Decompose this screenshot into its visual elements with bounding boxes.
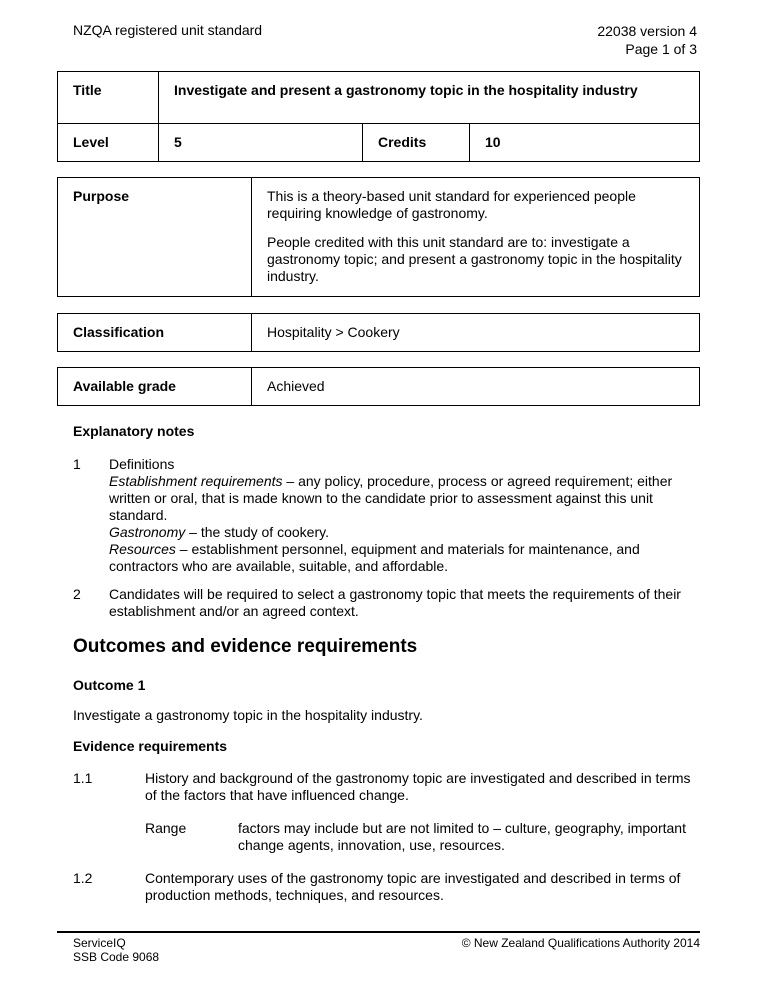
- header-version-page: [597, 22, 697, 58]
- range-label: Range: [145, 820, 187, 836]
- level-label: Level: [58, 124, 159, 162]
- footer-organisation: ServiceIQ: [73, 936, 126, 950]
- outcome-1-label: Outcome 1: [73, 677, 146, 693]
- evidence-text-1-1: History and background of the gastronomy topic are investigated and described in terms of the factors that have influenced change.: [145, 770, 691, 803]
- purpose-para-2: People credited with this unit standard are to: investigate a gastronomy topic; and present a gastronomy topic in the hospitality industry.: [267, 234, 682, 284]
- definition-1-text: – any policy, procedure, process or agreed requirement; either written or oral, that is made known to the candidate prior to assessment against this unit standard.: [109, 473, 673, 523]
- purpose-value: [252, 178, 700, 297]
- note-number-2: 2: [73, 586, 81, 602]
- evidence-number-1-2: 1.2: [73, 870, 93, 886]
- grade-table: [57, 367, 700, 406]
- range-text: factors may include but are not limited to – culture, geography, important change agents, innovation, use, resources.: [238, 820, 686, 853]
- note-number-1: 1: [73, 456, 81, 472]
- evidence-number-1-1: 1.1: [73, 770, 93, 786]
- definition-3: [109, 541, 709, 575]
- credits-label: Credits: [363, 124, 470, 162]
- title-label: Title: [58, 72, 159, 124]
- header-version: 22038 version 4: [597, 23, 697, 39]
- credits-value: 10: [470, 124, 700, 162]
- title-table: [57, 71, 700, 162]
- footer-divider: [57, 931, 700, 933]
- grade-label: Available grade: [58, 368, 252, 406]
- level-value: 5: [159, 124, 363, 162]
- purpose-label: Purpose: [58, 178, 252, 297]
- purpose-para-1: This is a theory-based unit standard for experienced people requiring knowledge of gastronomy.: [267, 188, 636, 221]
- note-1: [109, 456, 709, 575]
- definition-1-term: Establishment requirements: [109, 473, 283, 489]
- definition-2: [109, 524, 709, 541]
- footer-left: [73, 936, 159, 964]
- definition-2-text: – the study of cookery.: [185, 524, 329, 540]
- header-unit-standard: NZQA registered unit standard: [73, 22, 263, 38]
- classification-table: [57, 313, 700, 352]
- grade-value: Achieved: [252, 368, 700, 406]
- definition-1: [109, 473, 709, 524]
- evidence-requirements-heading: Evidence requirements: [73, 738, 228, 754]
- outcome-1-text: Investigate a gastronomy topic in the hospitality industry.: [73, 707, 423, 723]
- definition-3-term: Resources: [109, 541, 176, 557]
- header-page: Page 1 of 3: [625, 41, 697, 57]
- classification-label: Classification: [58, 314, 252, 352]
- definitions-heading: Definitions: [109, 456, 175, 472]
- footer-ssb-code: SSB Code 9068: [73, 950, 160, 964]
- explanatory-notes-heading: Explanatory notes: [73, 423, 195, 439]
- purpose-table: [57, 177, 700, 297]
- definition-3-text: – establishment personnel, equipment and materials for maintenance, and contractors who are available, suitable, and affordable.: [109, 541, 640, 574]
- classification-value: Hospitality > Cookery: [252, 314, 700, 352]
- note-2: Candidates will be required to select a gastronomy topic that meets the requirements of their establishment and/or an agreed context.: [109, 586, 681, 619]
- footer-copyright: © New Zealand Qualifications Authority 2014: [461, 936, 700, 950]
- outcomes-heading: Outcomes and evidence requirements: [73, 636, 418, 657]
- definition-2-term: Gastronomy: [109, 524, 186, 540]
- title-value: Investigate and present a gastronomy topic in the hospitality industry: [159, 72, 700, 124]
- evidence-text-1-2: Contemporary uses of the gastronomy topic are investigated and described in terms of production methods, techniques, and resources.: [145, 870, 681, 903]
